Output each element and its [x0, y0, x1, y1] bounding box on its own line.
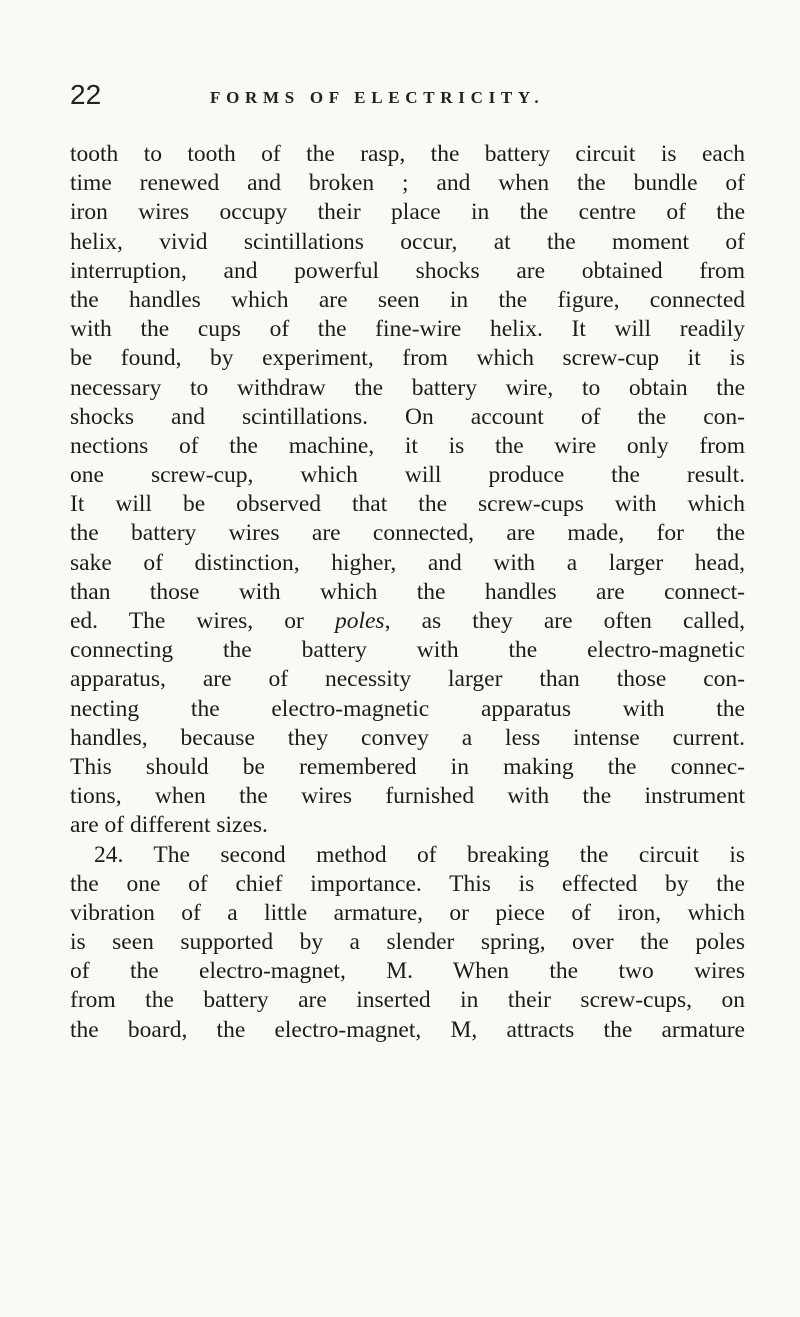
- italic-term: poles: [334, 608, 385, 634]
- text-line: be found, by experiment, from which screw-cup it is: [70, 345, 745, 372]
- text-line: is seen supported by a slender spring, over the poles: [70, 929, 745, 956]
- text-line: interruption, and powerful shocks are obtained from: [70, 257, 745, 284]
- text-line: handles, because they convey a less intense current.: [70, 724, 745, 751]
- text-line: the handles which are seen in the figure, connected: [70, 286, 745, 313]
- running-head: FORMS OF ELECTRICITY.: [210, 88, 545, 107]
- page-number: 22: [70, 79, 102, 110]
- paragraph: [70, 841, 745, 1045]
- text-line: iron wires occupy their place in the centre of the: [70, 199, 745, 226]
- text-run: , as they are often called,: [384, 608, 745, 634]
- page-header: [70, 78, 750, 118]
- text-line: helix, vivid scintillations occur, at the moment of: [70, 228, 745, 255]
- body-text: [70, 140, 745, 1045]
- text-line: shocks and scintillations. On account of the con-: [70, 403, 745, 430]
- text-line: than those with which the handles are connect-: [70, 578, 745, 605]
- text-line: This should be remembered in making the connec-: [70, 753, 745, 780]
- text-line: It will be observed that the screw-cups with which: [70, 491, 745, 518]
- text-line: necting the electro-magnetic apparatus with the: [70, 695, 745, 722]
- text-line: connecting the battery with the electro-magnetic: [70, 637, 745, 664]
- text-line: of the electro-magnet, M. When the two wires: [70, 958, 745, 985]
- text-line: vibration of a little armature, or piece of iron, which: [70, 899, 745, 926]
- text-line: the one of chief importance. This is effected by the: [70, 870, 745, 897]
- text-line: tions, when the wires furnished with the instrument: [70, 783, 745, 810]
- text-line: sake of distinction, higher, and with a larger head,: [70, 549, 745, 576]
- text-line: time renewed and broken ; and when the bundle of: [70, 170, 745, 197]
- text-line: 24. The second method of breaking the circuit is: [94, 841, 745, 868]
- text-line: are of different sizes.: [70, 812, 268, 839]
- text-line: apparatus, are of necessity larger than those con-: [70, 666, 745, 693]
- text-line: the board, the electro-magnet, M, attracts the armature: [70, 1016, 745, 1043]
- text-line: with the cups of the fine-wire helix. It will readily: [70, 316, 745, 343]
- text-run: ed. The wires, or: [70, 608, 335, 634]
- text-line: nections of the machine, it is the wire only from: [70, 432, 745, 459]
- paragraph: [70, 140, 745, 841]
- text-line: [70, 607, 745, 636]
- text-line: tooth to tooth of the rasp, the battery circuit is each: [70, 141, 745, 167]
- text-line: one screw-cup, which will produce the result.: [70, 462, 745, 489]
- text-line: from the battery are inserted in their screw-cups, on: [70, 987, 745, 1014]
- text-line: necessary to withdraw the battery wire, to obtain the: [70, 374, 745, 401]
- text-line: the battery wires are connected, are made, for the: [70, 520, 745, 547]
